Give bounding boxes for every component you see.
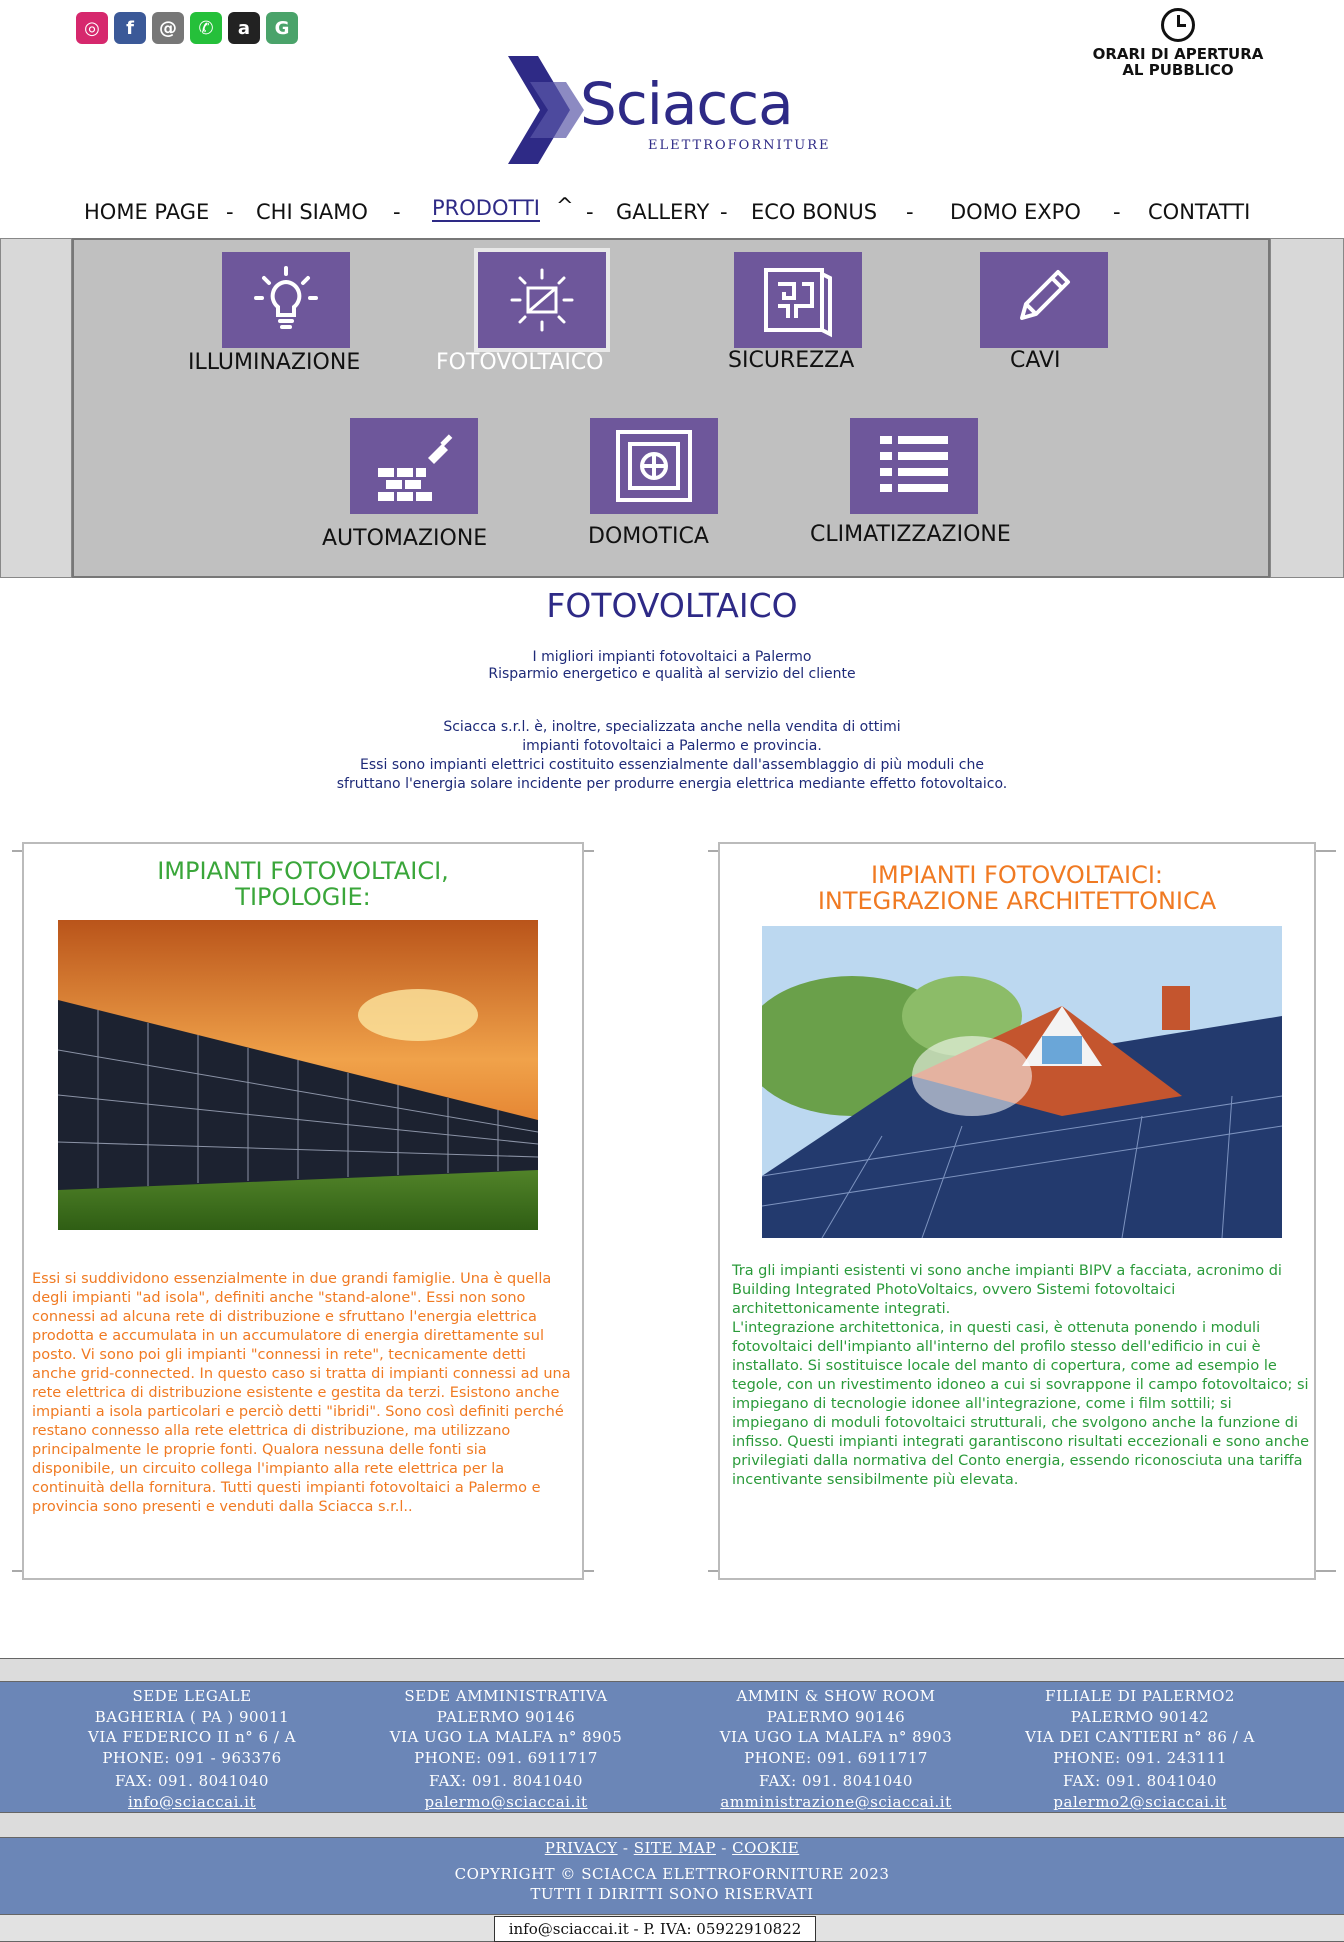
box-title-line2: TIPOLOGIE:	[235, 883, 371, 911]
nav-sep: -	[393, 200, 401, 224]
subtitle-1: I migliori impianti fotovoltaici a Palermo	[532, 649, 812, 665]
footer-city: PALERMO 90146	[766, 1707, 906, 1726]
footer-address: VIA FEDERICO II n° 6 / A	[88, 1728, 296, 1746]
link-separator: -	[622, 1839, 629, 1857]
footer-col-sede-amministrativa	[356, 1686, 656, 1812]
sitemap-link[interactable]: SITE MAP	[633, 1839, 716, 1857]
footer-phone: PHONE: 091 - 963376	[102, 1748, 282, 1767]
solar-field-image	[58, 920, 538, 1230]
footer-phone: PHONE: 091. 6911717	[414, 1748, 598, 1767]
footer-address: VIA UGO LA MALFA n° 8905	[389, 1728, 623, 1746]
nav-gallery[interactable]: GALLERY	[616, 200, 710, 224]
cookie-link[interactable]: COOKIE	[732, 1839, 800, 1857]
solar-roof-image	[762, 926, 1282, 1238]
opening-hours-line1: ORARI DI APERTURA	[1092, 45, 1264, 63]
nav-eco-bonus[interactable]: ECO BONUS	[751, 200, 878, 224]
blueprint-icon[interactable]	[734, 252, 862, 348]
info-box-tipologie	[22, 842, 584, 1580]
opening-hours-link[interactable]	[1090, 8, 1266, 78]
product-illuminazione[interactable]: ILLUMINAZIONE	[188, 350, 361, 375]
footer-col-heading: SEDE LEGALE	[132, 1687, 252, 1705]
logo[interactable]	[508, 56, 884, 164]
pencil-icon[interactable]	[980, 252, 1108, 348]
product-automazione[interactable]: AUTOMAZIONE	[322, 526, 488, 551]
logo-name: Sciacca	[580, 70, 793, 138]
solar-panel-icon[interactable]	[478, 252, 606, 348]
footer-col-filiale	[990, 1686, 1290, 1812]
footer-city: BAGHERIA ( PA ) 90011	[94, 1707, 290, 1726]
nav-domo-expo[interactable]: DOMO EXPO	[950, 200, 1081, 224]
footer-phone: PHONE: 091. 6911717	[744, 1748, 928, 1767]
nav-sep: -	[226, 200, 234, 224]
frame-arrows-icon[interactable]	[590, 418, 718, 514]
facebook-icon[interactable]: f	[114, 12, 146, 44]
subtitle-2: Risparmio energetico e qualità al servizio del cliente	[488, 666, 856, 682]
nav-home[interactable]: HOME PAGE	[84, 200, 210, 224]
product-cavi[interactable]: CAVI	[1010, 348, 1061, 373]
footer-strip-top	[0, 1658, 1344, 1682]
privacy-link[interactable]: PRIVACY	[544, 1839, 618, 1857]
intro-line-3: Essi sono impianti elettrici costituito essenzialmente dall'assemblaggio di più moduli che	[360, 757, 984, 773]
email-icon[interactable]: @	[152, 12, 184, 44]
main-nav	[0, 196, 1344, 232]
whatsapp-icon[interactable]: ✆	[190, 12, 222, 44]
copyright: COPYRIGHT © SCIACCA ELETTROFORNITURE 2023	[454, 1865, 890, 1883]
nav-chi-siamo[interactable]: CHI SIAMO	[256, 200, 368, 224]
footer-city: PALERMO 90142	[1070, 1707, 1210, 1726]
footer-phone: PHONE: 091. 243111	[1053, 1748, 1227, 1767]
footer-fax: FAX: 091. 8041040	[429, 1772, 583, 1790]
intro-line-2: impianti fotovoltaici a Palermo e provincia.	[522, 738, 822, 754]
footer-address: VIA UGO LA MALFA n° 8903	[719, 1728, 953, 1746]
maps-icon[interactable]: G	[266, 12, 298, 44]
instagram-icon[interactable]: ◎	[76, 12, 108, 44]
footer-col-heading: AMMIN & SHOW ROOM	[736, 1687, 936, 1705]
nav-sep: -	[1113, 200, 1121, 224]
footer-col-showroom	[686, 1686, 986, 1812]
footer-city: PALERMO 90146	[436, 1707, 576, 1726]
footer-strip-mid	[0, 1812, 1344, 1838]
clock-icon	[1161, 8, 1195, 42]
box-title-line1: IMPIANTI FOTOVOLTAICI,	[157, 857, 449, 885]
nav-sep: -	[586, 200, 594, 224]
brick-trowel-icon[interactable]	[350, 418, 478, 514]
footer-fax: FAX: 091. 8041040	[1063, 1772, 1217, 1790]
intro-line-4: sfruttano l'energia solare incidente per produrre energia elettrica mediante effetto fotovoltaico.	[336, 776, 1008, 792]
footer-email-link[interactable]: amministrazione@sciaccai.it	[720, 1792, 952, 1811]
vat-info: info@sciaccai.it - P. IVA: 05922910822	[494, 1916, 816, 1942]
logo-subtitle: ELETTROFORNITURE	[648, 138, 831, 153]
lightbulb-icon[interactable]	[222, 252, 350, 348]
footer-email-link[interactable]: palermo@sciaccai.it	[424, 1792, 588, 1811]
panel-side-left	[0, 238, 72, 578]
footer-col-sede-legale	[42, 1686, 342, 1812]
product-climatizzazione[interactable]: CLIMATIZZAZIONE	[810, 522, 1011, 547]
footer-email-link[interactable]: info@sciaccai.it	[127, 1792, 256, 1811]
box-title-line2: INTEGRAZIONE ARCHITETTONICA	[817, 887, 1217, 915]
product-domotica[interactable]: DOMOTICA	[588, 524, 709, 549]
list-icon[interactable]	[850, 418, 978, 514]
amazon-icon[interactable]: a	[228, 12, 260, 44]
info-box-integrazione	[718, 842, 1316, 1580]
product-sicurezza[interactable]: SICUREZZA	[728, 348, 855, 373]
panel-side-right	[1270, 238, 1344, 578]
footer-email-link[interactable]: palermo2@sciaccai.it	[1053, 1792, 1227, 1811]
footer-legal-text	[0, 1838, 1344, 1904]
intro-line-1: Sciacca s.r.l. è, inoltre, specializzata anche nella vendita di ottimi	[443, 719, 901, 735]
footer-col-heading: SEDE AMMINISTRATIVA	[404, 1687, 608, 1705]
footer-fax: FAX: 091. 8041040	[115, 1772, 269, 1790]
footer-col-heading: FILIALE DI PALERMO2	[1045, 1687, 1235, 1705]
nav-sep: -	[906, 200, 914, 224]
products-menu	[72, 238, 1270, 578]
chevron-up-icon[interactable]: ^	[556, 194, 574, 218]
box-tipologie-text: Essi si suddividono essenzialmente in due grandi famiglie. Una è quella degli impianti "ad isola", definiti anche "stand-alone". Essi non sono connessi ad alcuna rete di distribuzione e sfruttano l'energia elettrica prodotta e accumulata in un accumulatore di energia direttamente sul posto. Vi sono poi gli impianti "connessi in rete", tecnicamente detti anche grid-connected. In questo caso si tratta di impianti connessi ad una rete elettrica di distribuzione esistente e gestita da terzi. Esistono anche impianti a isola particolari e perciò detti "ibridi". Sono così definiti perché restano connesso alla rete elettrica di distribuzione, ma utilizzano principalmente le proprie fonti. Qualora nessuna delle fonti sia disponibile, un circuito collega l'impianto alla rete elettrica per la continuità della fornitura. Tutti questi impianti fotovoltaici a Palermo e provincia sono presenti e venduti dalla Sciacca s.r.l..	[32, 1271, 571, 1515]
box-integrazione-text: Tra gli impianti esistenti vi sono anche impianti BIPV a facciata, acronimo di Building Integrated PhotoVoltaics, ovvero Sistemi fotovoltaici architettonicamente integrati. L'integrazione architettonica, in questi casi, è ottenuta ponendo i moduli fotovoltaici dell'impianto all'interno del profilo stesso dell'edificio in cui è installato. Si sostituisce locale del manto di copertura, come ad esempio le tegole, con un rivestimento idoneo a cui si sovrappone il campo fotovoltaico; si impiegano di tecnologie idonee all'integrazione, come i film sottili; si impiegano di moduli fotovoltaici strutturali, che svolgono anche la funzione di infisso. Questi impianti integrati garantiscono risultati eccezionali e sono anche privilegiati dalla normativa del Conto energia, essendo riconosciuta una tariffa incentivante sensibilmente più elevata.	[732, 1263, 1310, 1488]
social-links	[76, 12, 298, 44]
footer-address: VIA DEI CANTIERI n° 86 / A	[1025, 1728, 1255, 1746]
product-fotovoltaico[interactable]: FOTOVOLTAICO	[436, 350, 604, 375]
footer-fax: FAX: 091. 8041040	[759, 1772, 913, 1790]
nav-contatti[interactable]: CONTATTI	[1148, 200, 1251, 224]
link-separator: -	[721, 1839, 727, 1857]
opening-hours-line2: AL PUBBLICO	[1122, 61, 1234, 79]
nav-prodotti[interactable]: PRODOTTI	[432, 196, 540, 220]
rights: TUTTI I DIRITTI SONO RISERVATI	[530, 1885, 814, 1903]
box-title-line1: IMPIANTI FOTOVOLTAICI:	[870, 861, 1164, 889]
nav-sep: -	[720, 200, 728, 224]
page-title: FOTOVOLTAICO	[546, 586, 798, 625]
